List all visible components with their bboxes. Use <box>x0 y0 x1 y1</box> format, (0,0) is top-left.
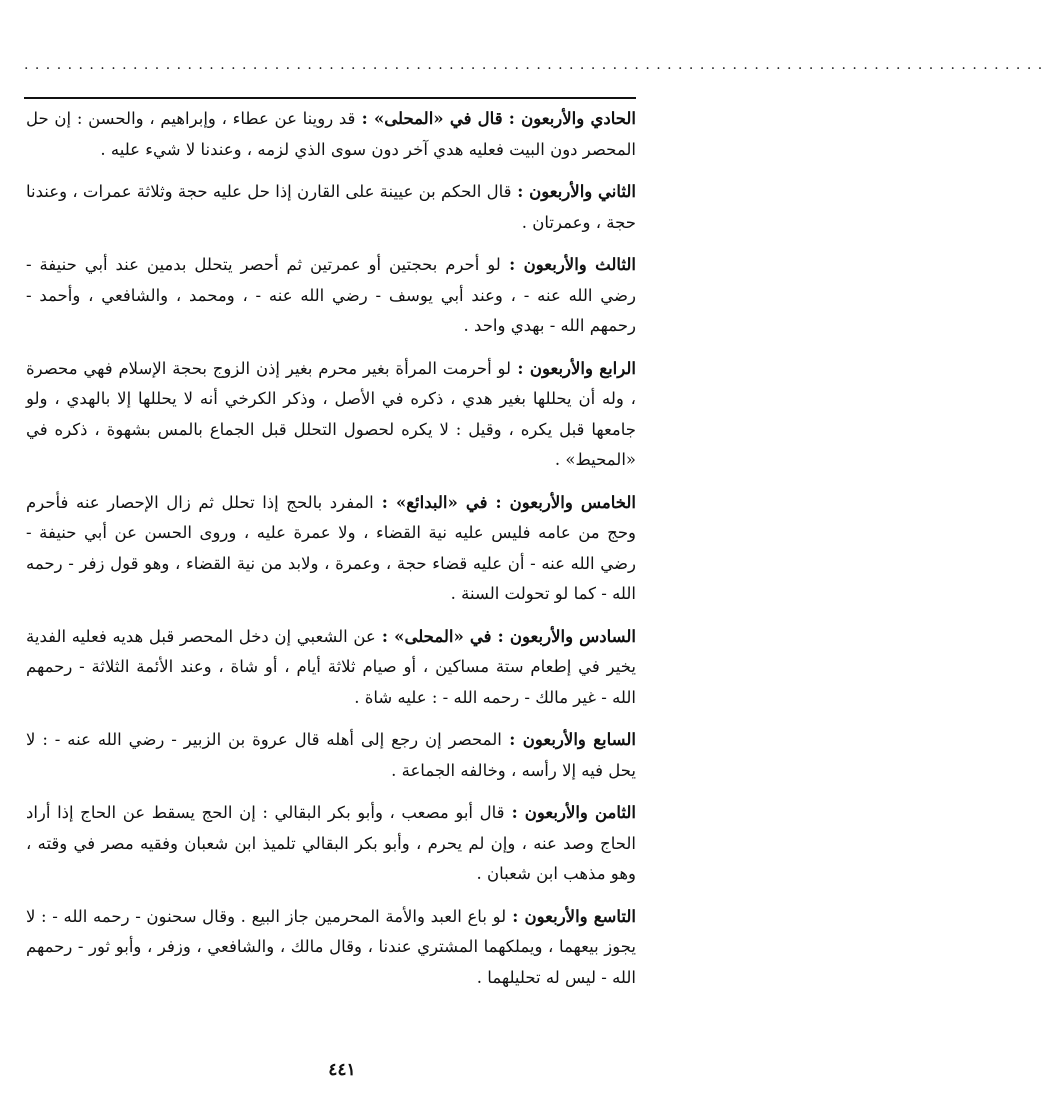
paragraph-heading: الثاني والأربعون : <box>511 182 636 201</box>
main-text <box>26 104 636 1005</box>
paragraph-41 <box>26 104 636 165</box>
paragraph-body: لو أحرمت المرأة بغير محرم بغير إذن الزوج بحجة الإسلام فهي محصرة ، وله أن يحللها بغير هدي ، ذكره في الأصل ، وذكر الكرخي أنه لا يحللها إلا بالهدي ، ولو جامعها قبل يكره ، وقيل : لا يكره لحصول التحلل قبل الجماع بالمس بشهوة ، ذكره في «المحيط» . <box>26 358 636 469</box>
paragraph-43 <box>26 250 636 342</box>
paragraph-body: قال أبو مصعب ، وأبو بكر البقالي : إن الحج يسقط عن الحاج إذا أراد الحاج وصد عنه ، وإن لم يحرم ، وأبو بكر البقالي تلميذ ابن شعبان وفقيه مصر في وقته ، وهو مذهب ابن شعبان . <box>26 803 636 883</box>
paragraph-49 <box>26 902 636 994</box>
paragraph-45 <box>26 488 636 610</box>
paragraph-heading: الحادي والأربعون : قال في «المحلى» : <box>355 109 636 128</box>
paragraph-body: قال الحكم بن عيينة على القارن إذا حل عليه حجة وثلاثة عمرات ، وعندنا حجة ، وعمرتان . <box>26 182 636 232</box>
header-dotted-line: . . . . . . . . . . . . . . . . . . . . . . . . . . . . . . . . . . . . . . . . . . . . . . . . . . . . . . . . . . . . . . . . . . . . . . . . . . . . . . . . . . . . . . . . . . . . . . <box>24 57 1043 73</box>
paragraph-body: عن الشعبي إن دخل المحصر قبل هديه فعليه الفدية يخير في إطعام ستة مساكين ، أو صيام ثلاثة أيام ، أو شاة ، وعند الأئمة الثلاثة - رحمهم الله - غير مالك - رحمه الله - : عليه شاة . <box>26 626 636 707</box>
paragraph-heading: الخامس والأربعون : في «البدائع» : <box>373 492 636 512</box>
paragraph-body: لو أحرم بحجتين أو عمرتين ثم أحصر يتحلل بدمين عند أبي حنيفة - رضي الله عنه - ، وعند أبي يوسف - رضي الله عنه - ، ومحمد ، والشافعي ، وأحمد - رحمهم الله - بهدي واحد . <box>26 255 636 335</box>
header-rule <box>24 97 636 99</box>
paragraph-47 <box>26 725 636 786</box>
paragraph-48 <box>26 798 636 890</box>
page-number: ٤٤١ <box>328 1060 356 1080</box>
paragraph-body: قد روينا عن عطاء ، وإبراهيم ، والحسن : إن حل المحصر دون البيت فعليه هدي آخر دون سوى الذي لزمه ، وعندنا لا شيء عليه . <box>26 109 636 159</box>
paragraph-body: المحصر إن رجع إلى أهله قال عروة بن الزبير - رضي الله عنه - : لا يحل فيه إلا رأسه ، وخالفه الجماعة . <box>26 730 636 780</box>
paragraph-heading: الثامن والأربعون : <box>504 803 637 822</box>
paragraph-heading: السابع والأربعون : <box>501 730 637 749</box>
paragraph-body: لو باع العبد والأمة المحرمين جاز البيع . وقال سحنون - رحمه الله - : لا يجوز بيعهما ، ويملكهما المشتري عندنا ، وقال مالك ، والشافعي ، وزفر ، وأبو ثور - رحمهم الله - ليس له تحليلهما . <box>26 906 636 987</box>
paragraph-42 <box>26 177 636 238</box>
paragraph-body: المفرد بالحج إذا تحلل ثم زال الإحصار عنه فأحرم وحج من عامه فليس عليه نية القضاء ، ولا عمرة عليه ، وروى الحسن عن أبي حنيفة - رضي الله عنه - أن عليه قضاء حجة ، وعمرة ، ولابد من نية القضاء ، وهو قول زفر - رحمه الله - كما لو تحولت السنة . <box>26 492 636 603</box>
paragraph-heading: التاسع والأربعون : <box>506 906 636 926</box>
paragraph-heading: الرابع والأربعون : <box>511 358 636 378</box>
paragraph-46 <box>26 622 636 714</box>
paragraph-44 <box>26 354 636 476</box>
paragraph-heading: الثالث والأربعون : <box>500 255 636 274</box>
paragraph-heading: السادس والأربعون : في «المحلى» : <box>375 626 637 646</box>
